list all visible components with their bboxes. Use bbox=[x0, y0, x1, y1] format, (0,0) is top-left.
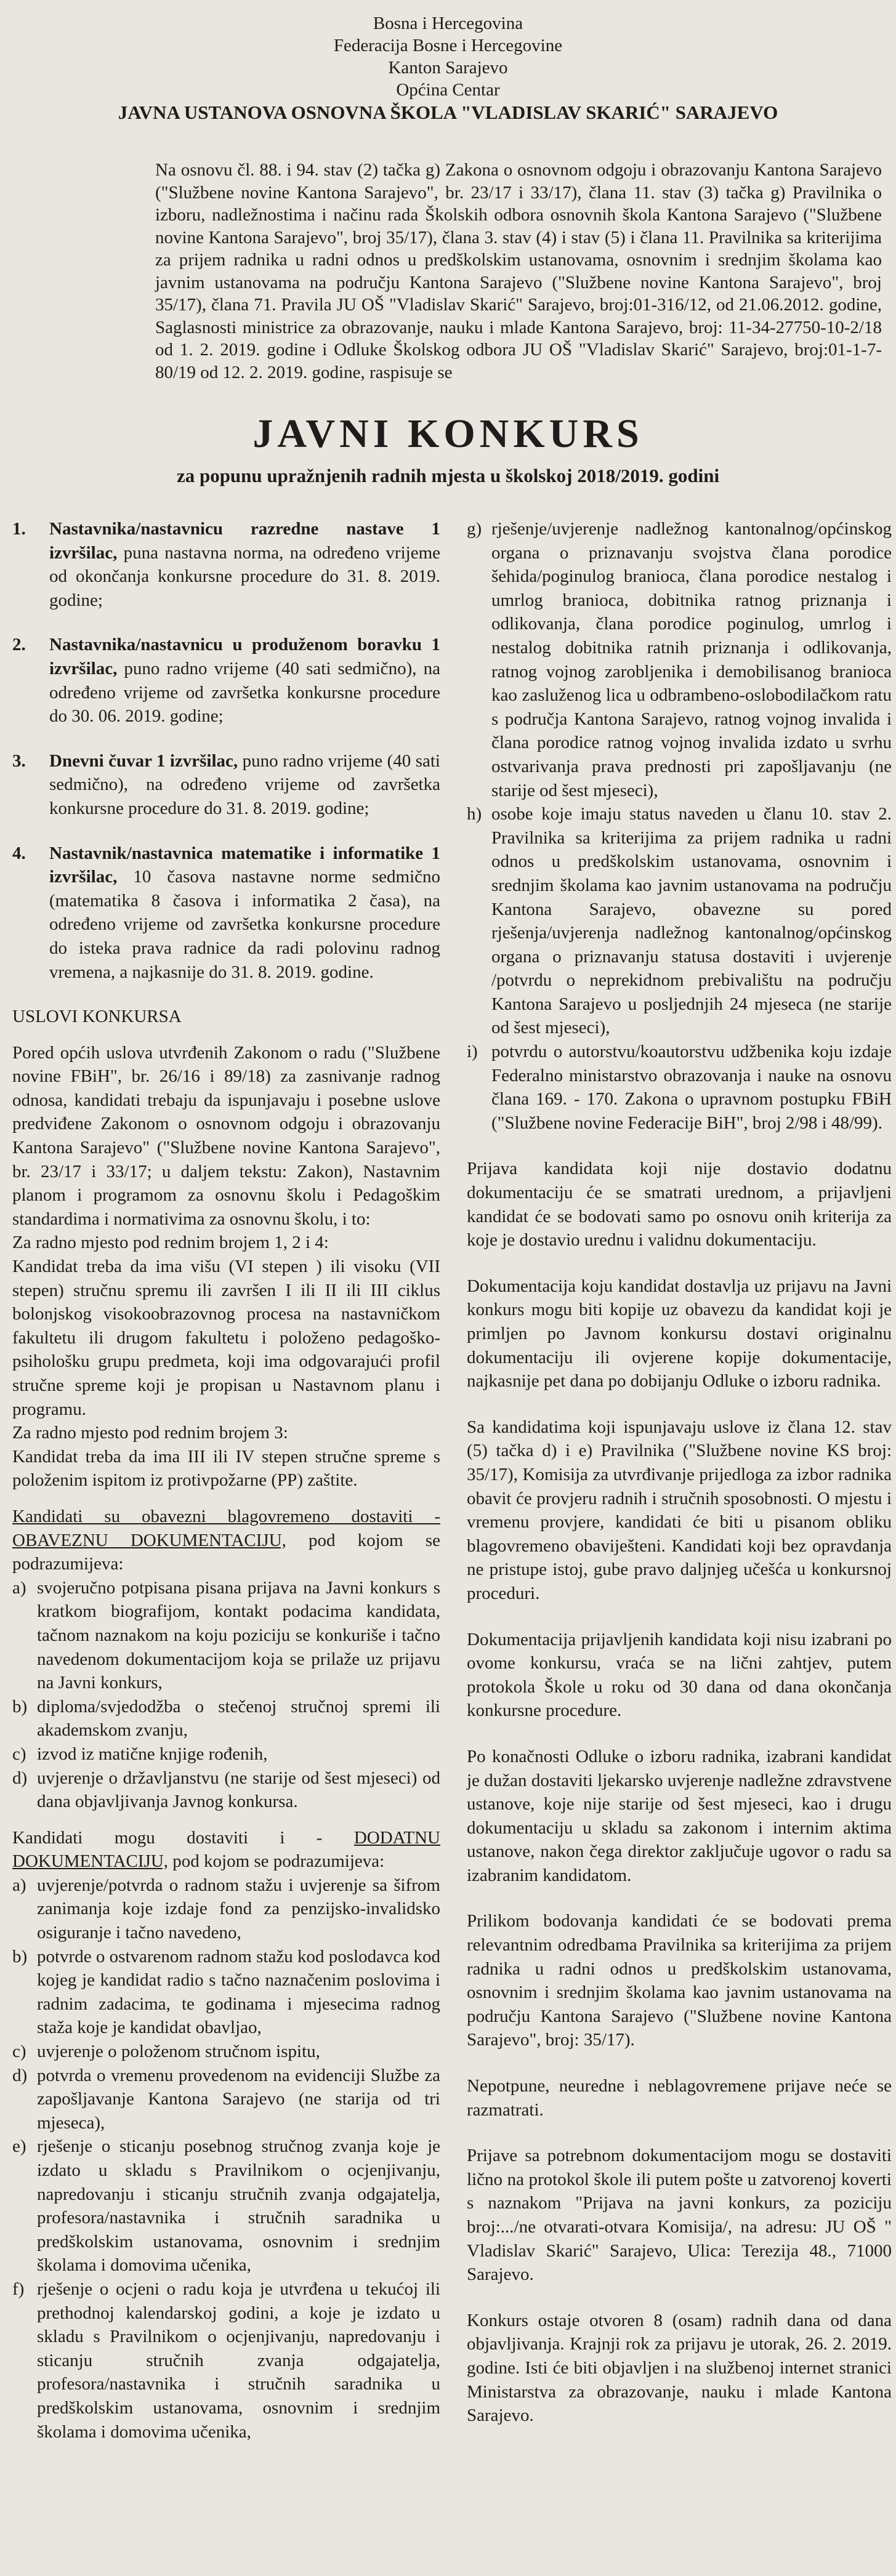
list-item bbox=[12, 1695, 440, 1742]
list-letter: b) bbox=[12, 1696, 28, 1717]
list-letter: a) bbox=[12, 1875, 26, 1895]
list-text: rješenje o sticanju posebnog stručnog zvanja koje je izdato u skladu s Pravilnikom o ocjenjivanju, napredovanju i sticanju stručnih zvanja odgajatelja, profesora/nastavnika i stručnih saradnika u predškolskim ustanovama, osnovnim i srednjim školama i domovima učenika, bbox=[37, 2136, 440, 2276]
list-item bbox=[12, 1945, 440, 2040]
list-letter: f) bbox=[12, 2279, 25, 2299]
list-text: diploma/svjedodžba o stečenoj stručnoj spremi ili akademskom zvanju, bbox=[37, 1696, 440, 1741]
header-federation: Federacija Bosne i Hercegovine bbox=[333, 36, 563, 55]
uslovi-heading: USLOVI KONKURSA bbox=[12, 1007, 182, 1027]
uslovi-position-3: Kandidat treba da ima III ili IV stepen stručne spreme s položenim ispitom iz protivpožarne (PP) zaštite. bbox=[12, 1446, 440, 1491]
dodatna-heading-start: Kandidati mogu dostaviti i - bbox=[12, 1827, 354, 1848]
uslovi-positions-1-2-4-heading: Za radno mjesto pod rednim brojem 1, 2 i 4: bbox=[12, 1233, 329, 1253]
header-school: JAVNA USTANOVA OSNOVNA ŠKOLA "VLADISLAV SKARIĆ" SARAJEVO bbox=[118, 102, 778, 123]
position-item bbox=[12, 517, 440, 612]
right-paragraph: Po konačnosti Odluke o izboru radnika, izabrani kandidat je dužan dostaviti ljekarsko uvjerenje nadležne zdravstvene ustanove, koje nije starije od šest mjeseci, kao i drugu dokumentaciju u skladu sa zakonom i internim aktima ustanove, nakon čega direktor zaključuje ugovor o radu sa izabranim kandidatom. bbox=[467, 1746, 892, 1885]
page-subtitle: za popunu upražnjenih radnih mjesta u školskoj 2018/2019. godini bbox=[176, 465, 720, 486]
list-letter: g) bbox=[467, 519, 482, 539]
position-number: 2. bbox=[12, 635, 26, 655]
list-text: potvrde o ostvarenom radnom stažu kod poslodavca kod kojeg je kandidat radio s tačno naznačenim poslovima i radnim zadacima, te godinama i mjesecima radnog staža koje je kandidat obavljao, bbox=[37, 1946, 440, 2038]
position-number: 4. bbox=[12, 843, 26, 863]
list-text: osobe koje imaju status naveden u članu 10. stav 2. Pravilnika sa kriterijima za prijem radnika u radni odnos u predškolskim ustanovama, osnovnim i srednjim školama kao javnim ustanovama na području Kantona Sarajevo, obavezne su pored rješenja/uvjerenja nadležnog kantonalnog/općinskog organa o priznavanju statusa dostaviti i uvjerenje /potvrdu o neprekidnom prebivalištu na području Kantona Sarajevo u posljednjih 24 mjeseca (ne starije od šest mjeseci), bbox=[491, 804, 892, 1038]
list-text: potvrdu o autorstvu/koautorstvu udžbenika koju izdaje Federalno ministarstvo obrazovanja i nauke na osnovu člana 169. - 170. Zakona o upravnom postupku FBiH ("Službene novine Federacije BiH", broj 2/98 i 48/99). bbox=[491, 1042, 892, 1133]
position-title: Nastavnika/nastavnicu u produženom boravku 1 izvršilac, bbox=[49, 635, 440, 678]
list-item bbox=[12, 2277, 440, 2444]
position-title: Dnevni čuvar 1 izvršilac, bbox=[49, 751, 238, 771]
left-column bbox=[12, 517, 440, 2444]
position-number: 3. bbox=[12, 751, 26, 771]
right-paragraph: Dokumentacija prijavljenih kandidata koji nisu izabrani po ovome konkursu, vraća se na lični zahtjev, putem protokola Škole u roku od 30 dana od dana okončanja konkursne procedure. bbox=[467, 1629, 892, 1721]
dodatna-heading-underlined: DODATNU DOKUMENTACIJU, bbox=[12, 1827, 440, 1872]
right-paragraph: Prijave sa potrebnom dokumentacijom mogu se dostaviti lično na protokol škole ili putem pošte u zatvorenoj koverti s naznakom "Prijava na javni konkurs, za poziciju broj:.../ne otvarati-otvara Komisija/, na adresu: JU OŠ " Vladislav Skarić" Sarajevo, Ulica: Terezija 48., 71000 Sarajevo. bbox=[467, 2146, 892, 2285]
intro-paragraph: Na osnovu čl. 88. i 94. stav (2) tačka g) Zakona o osnovnom odgoju i obrazovanju Kantona Sarajevo ("Službene novine Kantona Sarajevo", br. 23/17 i 33/17), člana 11. stav (3) tačka g) Pravilnika o izboru, nadležnostima i načinu rada Školskih odbora osnovnih škola Kantona Sarajevo ("Službene novine Kantona Sarajevo", broj 35/17), člana 3. stav (4) i stav (5) i člana 11. Pravilnika sa kriterijima za prijem radnika u radni odnos u predškolskim ustanovama, osnovnim i srednjim školama kao javnim ustanovama na području Kantona Sarajevo ("Službene novine Kantona Sarajevo", broj 35/17), člana 71. Pravila JU OŠ "Vladislav Skarić" Sarajevo, broj:01-316/12, od 21.06.2012. godine, Saglasnosti ministrice za obrazovanje, nauku i mlade Kantona Sarajevo, broj: 11-34-27750-10-2/18 od 1. 2. 2019. godine i Odluke Školskog odbora JU OŠ "Vladislav Skarić" Sarajevo, broj:01-1-7- 80/19 od 12. 2. 2019. godine, raspisuje se bbox=[155, 160, 882, 382]
obavezna-list bbox=[12, 1576, 440, 1814]
right-paragraph: Nepotpune, neuredne i neblagovremene prijave neće se razmatrati. bbox=[467, 2076, 892, 2120]
list-letter: c) bbox=[12, 2042, 26, 2062]
header-country: Bosna i Hercegovina bbox=[373, 14, 523, 33]
list-item bbox=[12, 1874, 440, 1945]
right-paragraph: Sa kandidatima koji ispunjavaju uslove iz člana 12. stav (5) tačka d) i e) Pravilnika ("Službene novine KS broj: 35/17), Komisija za utvrđivanje prijedloga za izbor radnika obavit će provjeru radnih i stručnih sposobnosti. O mjestu i vremenu provjere, kandidati će biti u pisanom obliku blagovremeno obaviješteni. Kandidati koji bez opravdanja ne pristupe istoj, gube pravo daljnjeg učešća u konkursnoj proceduri. bbox=[467, 1417, 892, 1603]
right-paragraph: Dokumentacija koju kandidat dostavlja uz prijavu na Javni konkurs mogu biti kopije uz obavezu da kandidat koji je primljen po Javnom konkursu dostavi originalnu dokumentaciju ili ovjerene kopije dokumentacije, najkasnije pet dana po dobijanju Odluke o izboru radnika. bbox=[467, 1276, 892, 1391]
list-text: uvjerenje o položenom stručnom ispitu, bbox=[37, 2042, 320, 2062]
list-letter: b) bbox=[12, 1946, 28, 1966]
position-title: Nastavnik/nastavnica matematike i informatike 1 izvršilac, bbox=[49, 843, 440, 887]
right-paragraph: Konkurs ostaje otvoren 8 (osam) radnih dana od dana objavljivanja. Krajnji rok za prijavu je utorak, 26. 2. 2019. godine. Isti će biti objavljen i na službenoj internet stranici Ministarstva za obrazovanje, nauku i mlade Kantona Sarajevo. bbox=[467, 2310, 892, 2426]
list-letter: d) bbox=[12, 1768, 28, 1788]
position-text bbox=[49, 517, 440, 612]
position-number: 1. bbox=[12, 519, 26, 539]
position-details: puna nastavna norma, na određeno vrijeme od okončanja konkursne procedure do 31. 8. 2019. godine; bbox=[49, 542, 440, 610]
uslovi-position-3-heading: Za radno mjesto pod rednim brojem 3: bbox=[12, 1423, 288, 1443]
page-title: JAVNI KONKURS bbox=[252, 411, 644, 456]
positions-list bbox=[12, 517, 440, 984]
obavezna-heading-rest: pod kojom se podrazumijeva: bbox=[12, 1530, 440, 1574]
position-text bbox=[49, 842, 440, 984]
list-letter: c) bbox=[12, 1744, 26, 1764]
list-letter: h) bbox=[467, 804, 482, 824]
header-municipality: Općina Centar bbox=[396, 80, 500, 100]
position-details: 10 časova nastavne norme sedmično (matematika 8 časova i informatika 2 časa), na određeno vrijeme od završetka konkursne procedure do isteka prava radnice da radi polovinu radnog vremena, a najkasnije do 31. 8. 2019. godine. bbox=[49, 867, 440, 982]
obavezna-heading bbox=[12, 1505, 440, 1576]
list-item bbox=[12, 2135, 440, 2277]
uslovi-positions-1-2-4: Kandidat treba da ima višu (VI stepen ) ili visoku (VII stepen) stručnu spremu ili završen I ili II ili III ciklus bolonjskog visokoobrazovnog procesa na nastavničkom fakultetu ili drugom fakultetu i položeno pedagoško-psihološku grupu predmeta, koji ima odgovarajući profil stručne spreme koji je propisan u Nastavnom planu i programu. bbox=[12, 1257, 440, 1419]
position-details: puno radno vrijeme (40 sati sedmično), na određeno vrijeme od završetka konkursne procedure do 30. 06. 2019. godine; bbox=[49, 658, 440, 727]
position-text bbox=[49, 633, 440, 728]
right-paragraph: Prijava kandidata koji nije dostavio dodatnu dokumentaciju će se smatrati urednom, a prijavljeni kandidat će se bodovati samo po osnovu onih kriterija za koje je dostavio urednu i validnu dokumentaciju. bbox=[467, 1159, 892, 1250]
list-item bbox=[12, 1766, 440, 1814]
list-item bbox=[12, 2064, 440, 2135]
list-text: svojeručno potpisana pisana prijava na Javni konkurs s kratkom biografijom, kontakt podacima kandidata, tačnom naznakom na koju poziciju se konkuriše i tačno navedenom dokumentacijom koja se prilaže uz prijavu na Javni konkurs, bbox=[37, 1577, 440, 1693]
right-paragraph: Prilikom bodovanja kandidati će se bodovati prema relevantnim odredbama Pravilnika sa kriterijima za prijem radnika u radni odnos u predškolskim ustanovama, osnovnim i srednjim školama kao javnim ustanovama na području Kantona Sarajevo ("Službene novine Kantona Sarajevo", broj: 35/17). bbox=[467, 1911, 892, 2050]
position-item bbox=[12, 749, 440, 821]
obavezna-heading-underlined: Kandidati su obavezni blagovremeno dostaviti - OBAVEZNU DOKUMENTACIJU, bbox=[12, 1506, 440, 1550]
list-text: rješenje o ocjeni o radu koja je utvrđena u tekućoj ili prethodnoj kalendarskoj godini, a koje je izdato u skladu s Pravilnikom o ocjenjivanju, napredovanju i sticanju stručnih zvanja odgajatelja, profesora/nastavnika i stručnih saradnika u predškolskim ustanovama, osnovnim i srednjim školama i domovima učenika, bbox=[37, 2279, 440, 2442]
dodatna-heading-rest: pod kojom se podrazumijeva: bbox=[168, 1851, 385, 1872]
dodatna-heading bbox=[12, 1826, 440, 1874]
list-text: izvod iz matične knjige rođenih, bbox=[37, 1744, 268, 1764]
list-item bbox=[467, 517, 892, 802]
header-canton: Kanton Sarajevo bbox=[388, 58, 508, 78]
right-column bbox=[467, 517, 892, 2428]
position-item bbox=[12, 842, 440, 984]
list-text: uvjerenje o državljanstvu (ne starije od šest mjeseci) od dana objavljivanja Javnog konkursa. bbox=[37, 1768, 440, 1812]
list-item bbox=[467, 802, 892, 1040]
list-text: uvjerenje/potvrda o radnom stažu i uvjerenje sa šifrom zanimanja koje izdaje fond za penzijsko-invalidsko osiguranje i tačno navedeno, bbox=[37, 1875, 440, 1943]
position-title: Nastavnika/nastavnicu razredne nastave 1 izvršilac, bbox=[49, 519, 440, 563]
position-details: puno radno vrijeme (40 sati sedmično), na određeno vrijeme od završetka konkursne procedure do 31. 8. 2019. godine; bbox=[49, 751, 440, 818]
position-text bbox=[49, 749, 440, 821]
list-item bbox=[12, 1742, 440, 1766]
list-item bbox=[467, 1040, 892, 1135]
list-item bbox=[12, 2040, 440, 2064]
list-text: potvrda o vremenu provedenom na evidenciji Službe za zapošljavanje Kantona Sarajevo (ne starija od tri mjeseca), bbox=[37, 2065, 440, 2133]
dodatna-list-right bbox=[467, 517, 892, 1135]
list-text: rješenje/uvjerenje nadležnog kantonalnog/općinskog organa o priznavanju svojstva člana porodice šehida/poginulog branioca, člana porodice nestalog i umrlog branioca, dobitnika ratnog priznanja i odlikovanja, člana porodice poginulog, umrlog i nestalog dobitnika ratnih priznanja i odlikovanja, ratnog vojnog zarobljenika i demobilisanog branioca kao zasluženog lica u odbrambeno-oslobodilačkom ratu s područja Kantona Sarajevo, ratnog vojnog invalida i člana porodice ratnog vojnog invalida izdato u svrhu ostvarivanja prava prednosti pri zapošljavanju (ne starije od šest mjeseci), bbox=[491, 519, 892, 800]
list-letter: a) bbox=[12, 1577, 26, 1598]
list-letter: e) bbox=[12, 2136, 26, 2157]
dodatna-list-left bbox=[12, 1874, 440, 2444]
list-letter: d) bbox=[12, 2065, 28, 2085]
right-paragraphs bbox=[467, 1157, 892, 2427]
list-item bbox=[12, 1576, 440, 1695]
list-letter: i) bbox=[467, 1042, 478, 1062]
position-item bbox=[12, 633, 440, 728]
uslovi-paragraph: Pored općih uslova utvrđenih Zakonom o radu ("Službene novine FBiH", br. 26/16 i 89/18) za zasnivanje radnog odnosa, kandidati trebaju da ispunjavaju i posebne uslove predviđene Zakonom o osnovnom odgoju i obrazovanju Kantona Sarajevo" ("Službene novine Kantona Sarajevo", br. 23/17 i 33/17; u daljem tekstu: Zakon), Nastavnim planom i programom za osnovnu školu i Pedagoškim standardima i normativima za osnovnu školu, i to: bbox=[12, 1042, 440, 1229]
